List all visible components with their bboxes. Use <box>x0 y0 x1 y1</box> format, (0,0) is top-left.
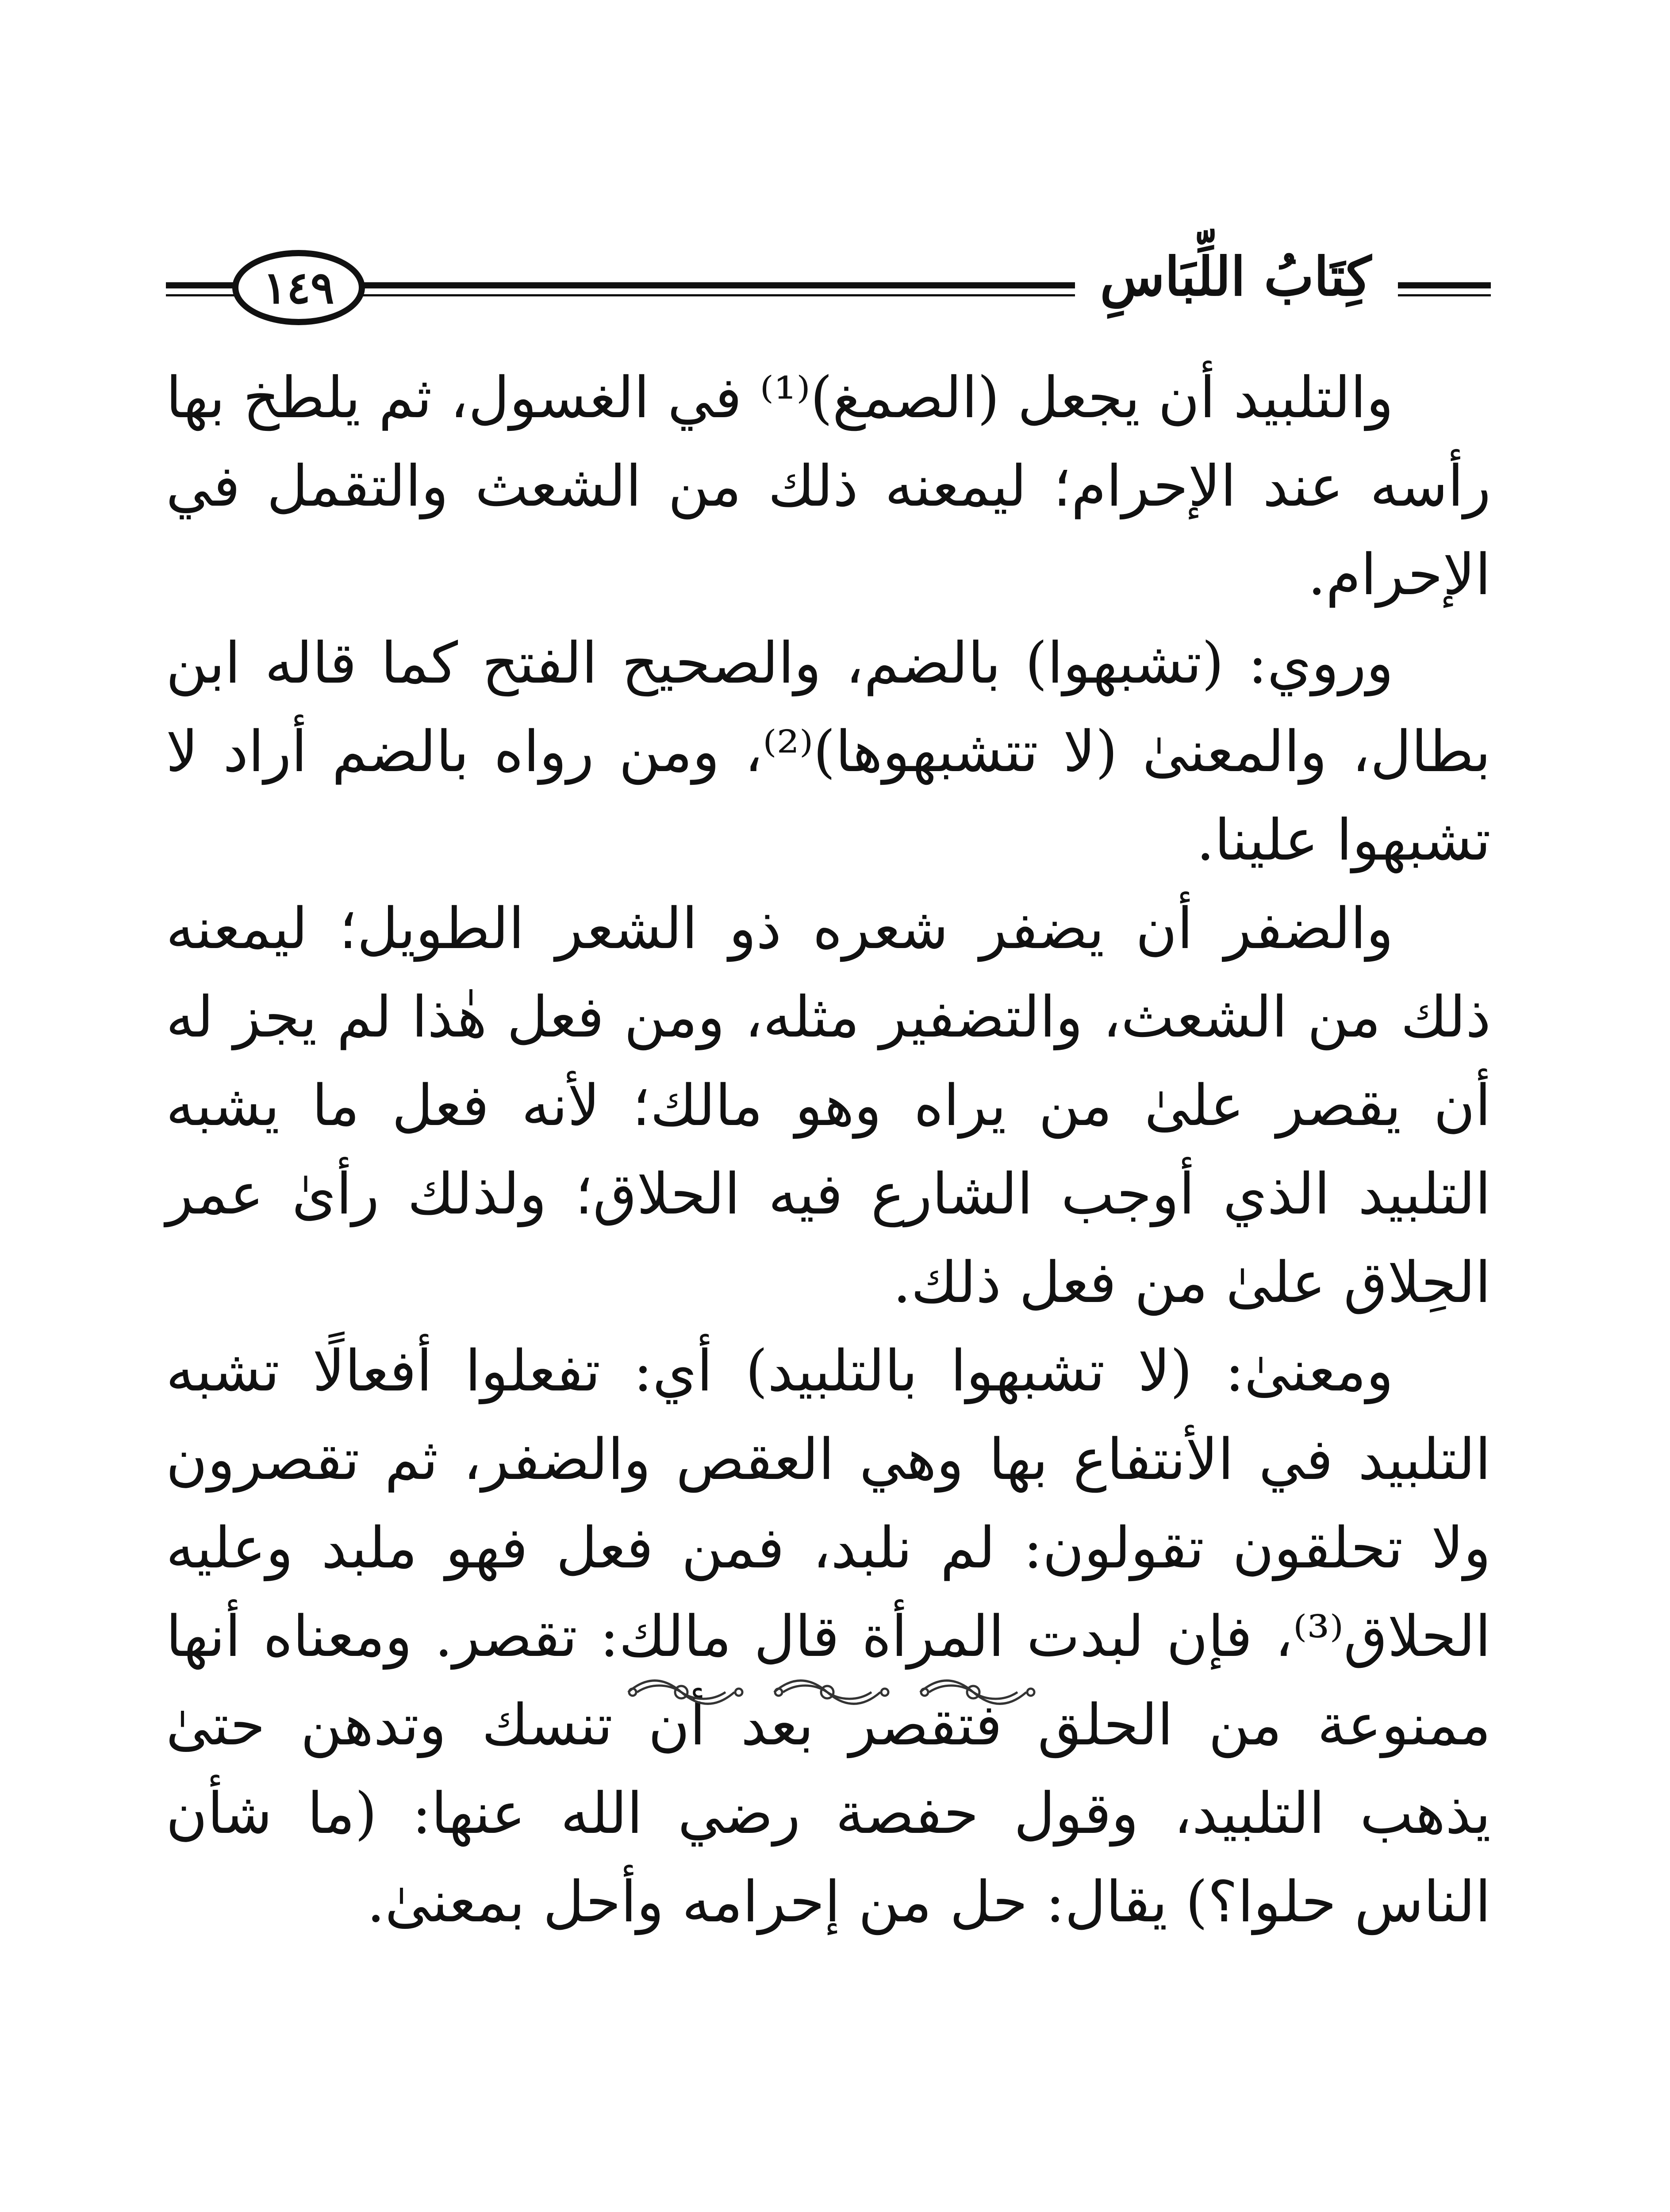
ornament-motif <box>774 1681 888 1704</box>
running-title: كِتَابُ اللِّبَاسِ <box>1086 246 1385 308</box>
ornament-divider <box>619 1672 1044 1712</box>
ornament-motif <box>628 1681 742 1704</box>
header-rule <box>1398 282 1491 288</box>
header-rule <box>1398 294 1491 296</box>
ornament-motif <box>920 1681 1034 1704</box>
page-number: ١٤٩ <box>232 250 365 325</box>
header-rule <box>281 294 1075 296</box>
paragraph: والتلبيد أن يجعل (الصمغ)⁽¹⁾ في الغسول، ثم يلطخ بها رأسه عند الإحرام؛ ليمعنه ذلك من الشعث والتقمل في الإحرام. <box>166 365 1491 608</box>
header-rule <box>281 282 1075 288</box>
paragraph: وروي: (تشبهوا) بالضم، والصحيح الفتح كما قاله ابن بطال، والمعنىٰ (لا تتشبهوها)⁽²⁾، ومن رواه بالضم أراد لا تشبهوا علينا. <box>166 630 1491 873</box>
page-header <box>166 221 1491 354</box>
paragraph: ومعنىٰ: (لا تشبهوا بالتلبيد) أي: تفعلوا أفعالًا تشبه التلبيد في الأنتفاع بها وهي العقص والضفر، ثم تقصرون ولا تحلقون تقولون: لم نلبد، فمن فعل فهو ملبد وعليه الحلاق⁽³⁾، فإن لبدت المرأة قال مالك: تقصر. ومعناه أنها ممنوعة من الحلق فتقصر بعد أن تنسك وتدهن حتىٰ يذهب التلبيد، وقول حفصة رضي الله عنها: (ما شأن الناس حلوا؟) يقال: حل من إحرامه وأحل بمعنىٰ. <box>166 1338 1491 1935</box>
paragraph: والضفر أن يضفر شعره ذو الشعر الطويل؛ ليمعنه ذلك من الشعث، والتضفير مثله، ومن فعل هٰذا لم يجز له أن يقصر علىٰ من يراه وهو مالك؛ لأنه فعل ما يشبه التلبيد الذي أوجب الشارع فيه الحلاق؛ ولذلك رأىٰ عمر الحِلاق علىٰ من فعل ذلك. <box>166 896 1491 1316</box>
